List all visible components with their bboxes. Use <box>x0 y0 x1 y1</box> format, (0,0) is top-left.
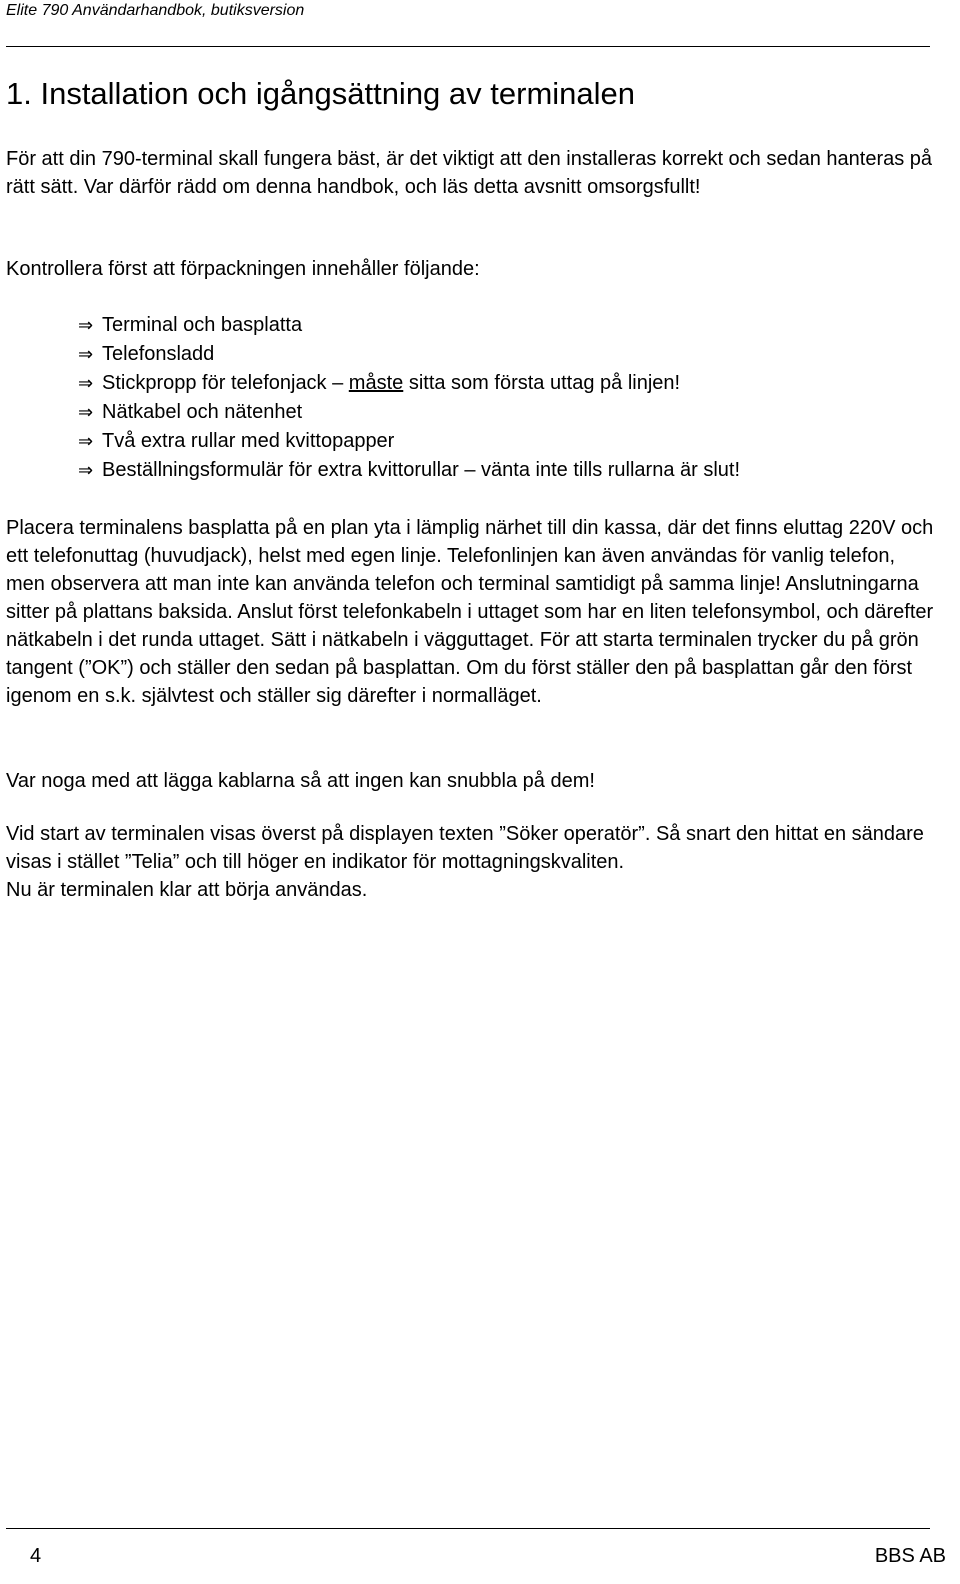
intro-paragraph: För att din 790-terminal skall fungera bäst, är det viktigt att den installeras korrekt och sedan hanteras på rätt sätt. Var därför rädd om denna handbok, och läs detta avsnitt omsorgsfullt! <box>6 148 933 198</box>
double-arrow-right-icon: ⇒ <box>78 401 94 423</box>
footer-divider <box>6 1528 930 1529</box>
section-title: 1. Installation och igångsättning av terminalen <box>6 76 636 111</box>
package-contents-list <box>78 311 938 485</box>
emphasis-underlined: måste <box>348 372 404 394</box>
header-divider <box>6 46 930 47</box>
running-header: Elite 790 Användarhandbok, butiksversion <box>6 2 305 19</box>
list-item-text <box>102 369 680 398</box>
list-item <box>78 456 938 485</box>
startup-paragraph: Vid start av terminalen visas överst på displayen texten ”Söker operatör”. Så snart den hittat en sändare visas i stället ”Telia” och till höger en indikator för mottagningskvaliten. <box>6 823 924 873</box>
list-item <box>78 369 938 398</box>
double-arrow-right-icon: ⇒ <box>78 314 94 336</box>
checklist-intro: Kontrollera först att förpackningen innehåller följande: <box>6 258 480 280</box>
double-arrow-right-icon: ⇒ <box>78 459 94 481</box>
list-item-text: Beställningsformulär för extra kvittorullar – vänta inte tills rullarna är slut! <box>102 459 741 481</box>
double-arrow-right-icon: ⇒ <box>78 430 94 452</box>
cable-warning-paragraph: Var noga med att lägga kablarna så att ingen kan snubbla på dem! <box>6 770 595 792</box>
list-item-text: Nätkabel och nätenhet <box>102 401 303 423</box>
placement-paragraph: Placera terminalens basplatta på en plan yta i lämplig närhet till din kassa, där det finns eluttag 220V och ett telefonuttag (huvudjack), helst med egen linje. Telefonlinjen kan även användas för vanlig telefon, men observera att man inte kan använda telefon och terminal samtidigt på samma linje! Anslutningarna sitter på plattans baksida. Anslut först telefonkabeln i uttaget som har en liten telefonsymbol, och därefter nätkabeln i det runda uttaget. Sätt i nätkabeln i vägguttaget. För att starta terminalen trycker du på grön tangent (”OK”) och ställer den sedan på basplattan. Om du först ställer den på basplattan går den först igenom en s.k. självtest och ställer sig därefter i normalläget. <box>6 517 934 707</box>
list-item-text-pre: Stickpropp för telefonjack – <box>102 372 349 394</box>
list-item <box>78 398 938 427</box>
list-item-text-post: sitta som första uttag på linjen! <box>403 372 681 394</box>
list-item <box>78 427 938 456</box>
double-arrow-right-icon: ⇒ <box>78 343 94 365</box>
list-item-text: Telefonsladd <box>102 343 215 365</box>
page-number: 4 <box>30 1545 42 1567</box>
list-item <box>78 311 938 340</box>
double-arrow-right-icon: ⇒ <box>78 372 94 394</box>
company-name: BBS AB <box>874 1545 946 1567</box>
list-item-text: Terminal och basplatta <box>102 314 303 336</box>
ready-paragraph: Nu är terminalen klar att börja användas. <box>6 879 368 901</box>
list-item-text: Två extra rullar med kvittopapper <box>102 430 395 452</box>
list-item <box>78 340 938 369</box>
